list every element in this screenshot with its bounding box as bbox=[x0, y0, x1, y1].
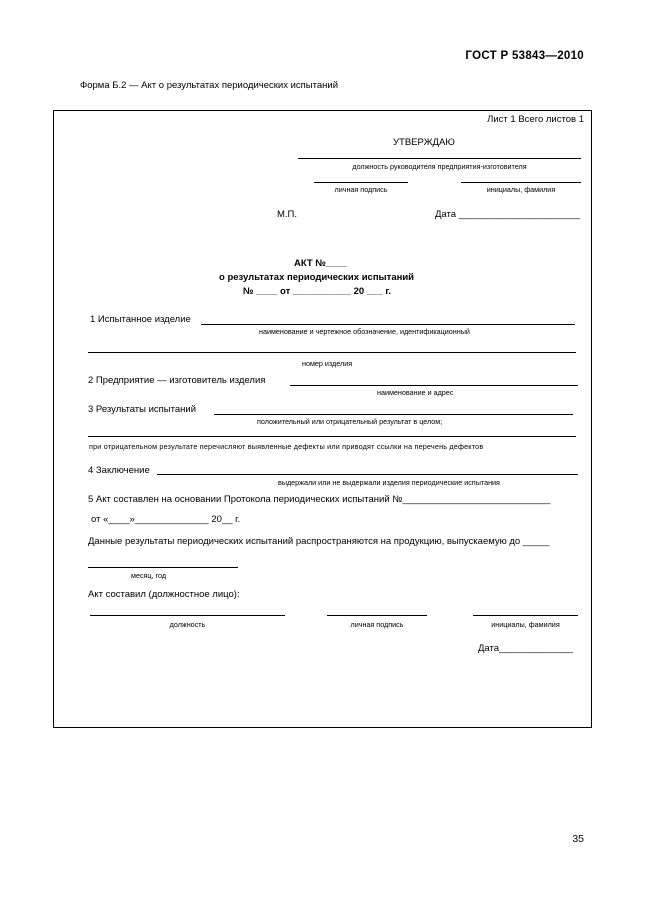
item4-hint: выдержали или не выдержали изделия периодические испытания bbox=[278, 478, 500, 487]
month-line bbox=[88, 567, 238, 568]
initials-line bbox=[461, 182, 581, 183]
composer-signature-hint: личная подпись bbox=[350, 620, 404, 629]
item2-line bbox=[290, 385, 578, 386]
position-line bbox=[298, 158, 581, 159]
item4-line bbox=[157, 474, 578, 475]
composer-position-line bbox=[90, 615, 285, 616]
item1-line bbox=[201, 324, 575, 325]
item1-line2 bbox=[88, 352, 576, 353]
sheet-count: Лист 1 Всего листов 1 bbox=[487, 114, 584, 125]
act-number-date: № ____ от ___________ 20 ___ г. bbox=[243, 286, 391, 297]
approve-date: Дата _______________________ bbox=[435, 209, 581, 220]
stamp-label: М.П. bbox=[277, 209, 298, 220]
item3-hint: положительный или отрицательный результат в целом; bbox=[257, 417, 443, 426]
signature-line bbox=[314, 182, 408, 183]
item2-label: 2 Предприятие — изготовитель изделия bbox=[88, 375, 266, 386]
item1-hint: наименование и чертежное обозначение, идентификационный bbox=[259, 327, 470, 336]
composer-date: Дата______________ bbox=[478, 643, 574, 654]
page-number: 35 bbox=[572, 833, 584, 845]
composer-label: Акт составил (должностное лицо): bbox=[88, 589, 240, 600]
item1-label: 1 Испытанное изделие bbox=[90, 314, 191, 325]
item3-label: 3 Результаты испытаний bbox=[88, 404, 197, 415]
composer-initials-line bbox=[473, 615, 578, 616]
item3-hint2: при отрицательном результате перечисляют выявленные дефекты или приводят ссылки на перечень дефектов bbox=[89, 442, 484, 451]
act-title: АКТ №____ bbox=[294, 258, 348, 269]
item1-hint2: номер изделия bbox=[302, 359, 353, 368]
composer-initials-hint: инициалы, фамилия bbox=[491, 620, 560, 629]
item3-line bbox=[214, 414, 573, 415]
composer-signature-line bbox=[327, 615, 427, 616]
approve-label: УТВЕРЖДАЮ bbox=[393, 137, 455, 148]
standard-header: ГОСТ Р 53843—2010 bbox=[465, 50, 584, 62]
item4-label: 4 Заключение bbox=[88, 465, 150, 476]
item5-date: от «____»______________ 20__ г. bbox=[91, 514, 241, 525]
scope-text: Данные результаты периодических испытаний распространяются на продукцию, выпускаемую до _____ bbox=[88, 536, 550, 547]
position-hint: должность руководителя предприятия-изготовителя bbox=[352, 162, 527, 171]
signature-hint: личная подпись bbox=[334, 185, 388, 194]
item3-line2 bbox=[88, 436, 576, 437]
initials-hint: инициалы, фамилия bbox=[486, 185, 556, 194]
act-subtitle: о результатах периодических испытаний bbox=[219, 272, 415, 283]
form-caption: Форма Б.2 — Акт о результатах периодических испытаний bbox=[80, 80, 339, 91]
composer-position-hint: должность bbox=[169, 620, 206, 629]
item2-hint: наименование и адрес bbox=[377, 388, 454, 397]
month-hint: месяц, год bbox=[131, 571, 167, 580]
item5-text: 5 Акт составлен на основании Протокола периодических испытаний №____________________________ bbox=[88, 494, 551, 505]
